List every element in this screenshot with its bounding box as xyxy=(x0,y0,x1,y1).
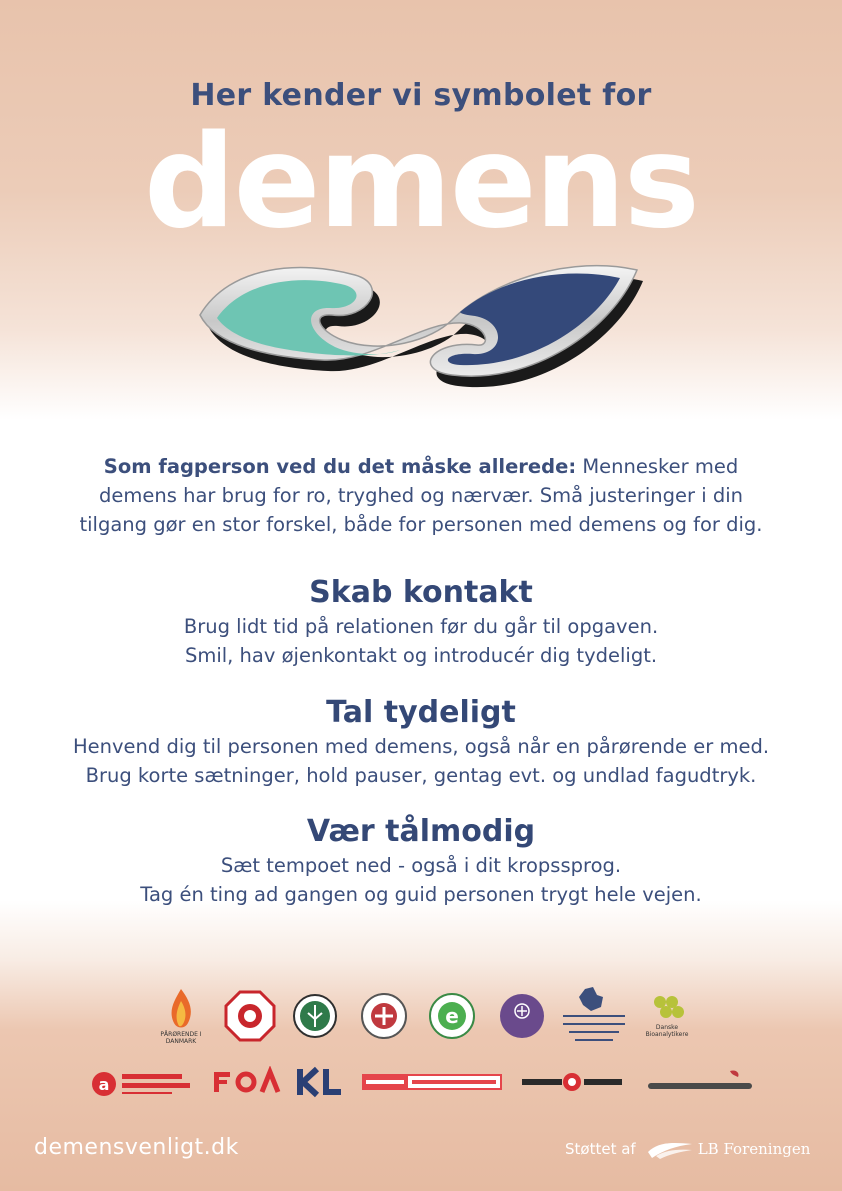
section-title: Tal tydeligt xyxy=(326,695,516,730)
section-line: Sæt tempoet ned - også i dit kropssprog. xyxy=(220,854,622,877)
demens-symbol-pin-icon xyxy=(195,250,645,400)
website-url: demensvenligt.dk xyxy=(34,1135,239,1160)
supported-by xyxy=(565,1135,815,1163)
section-title: Skab kontakt xyxy=(309,575,533,610)
section-line: Brug lidt tid på relationen før du går til opgaven. xyxy=(183,615,659,638)
lb-foreningen-wave-icon xyxy=(646,1138,694,1160)
danske-fysioterapeuter-logo-icon xyxy=(222,985,278,1047)
intro-line3: tilgang gør en stor forskel, både for personen med demens og for dig. xyxy=(79,513,763,536)
section-tal-tydeligt xyxy=(20,694,822,790)
dbio-logo-caption: Danske Bioanalytikere xyxy=(645,1024,689,1038)
headline: Her kender vi symbolet for xyxy=(190,78,652,113)
alzheimerforeningen-logo-icon xyxy=(90,1062,194,1102)
ergoterapeut-foreningen-logo-icon xyxy=(426,985,478,1047)
tree-seal-logo-icon xyxy=(290,985,340,1047)
support-label: Støttet af xyxy=(565,1140,636,1158)
flame-logo-icon xyxy=(150,985,212,1047)
big-word-demens: demens xyxy=(144,108,698,257)
intro-line2: demens har brug for ro, tryghed og nærvær. Små justeringer i din xyxy=(99,484,743,507)
dansk-sygepleje-raad-logo-icon xyxy=(358,985,410,1047)
section-title: Vær tålmodig xyxy=(306,814,536,849)
svg-text:e: e xyxy=(445,1004,459,1028)
section-vaer-talmodig xyxy=(20,813,822,909)
dbio-logo-icon xyxy=(644,985,690,1047)
danske-professionshojskoler-logo-icon xyxy=(556,985,632,1047)
kl-logo-icon xyxy=(292,1062,346,1102)
aeldre-sagen-logo-icon xyxy=(518,1062,626,1102)
intro-lead: Som fagperson ved du det måske allerede: xyxy=(103,455,577,478)
section-line: Henvend dig til personen med demens, også når en pårørende er med. xyxy=(72,735,770,758)
intro-line1-rest: Mennesker med xyxy=(576,455,739,478)
flame-logo-caption: PÅRØRENDE I DANMARK xyxy=(160,1031,202,1045)
intro-paragraph xyxy=(40,452,802,539)
folkekirken-logo-icon xyxy=(498,985,546,1047)
section-skab-kontakt xyxy=(20,574,822,670)
svg-text:a: a xyxy=(98,1075,110,1094)
faglige-seniorer-logo-icon xyxy=(644,1062,756,1102)
section-line: Tag én ting ad gangen og guid personen trygt hele vejen. xyxy=(140,883,702,906)
foa-logo-icon xyxy=(210,1062,282,1102)
section-line: Smil, hav øjenkontakt og introducér dig tydeligt. xyxy=(184,644,658,667)
support-brand: LB Foreningen xyxy=(697,1140,811,1158)
section-line: Brug korte sætninger, hold pauser, gentag evt. og undlad fagudtryk. xyxy=(85,764,757,787)
socialpaedagogerne-logo-icon xyxy=(360,1062,504,1102)
